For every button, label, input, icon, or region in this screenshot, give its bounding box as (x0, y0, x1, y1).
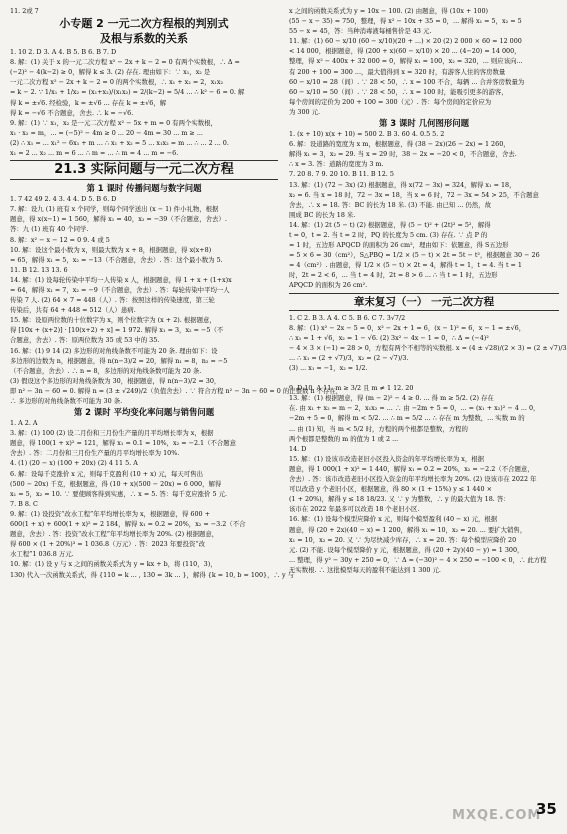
answers-block-review (289, 313, 567, 575)
top-line: 11. 2或 7 (10, 7, 39, 15)
page-number: 35 (536, 800, 557, 818)
answer-line: (−2)² − 4(k−2) ≥ 0，解得 k ≤ 3. (2) 存在. 理由如下：∵ x₁，x₂ 是 (10, 68, 211, 77)
answer-line: 合题意，舍去）. 答：原两位数为 35 或 53 中的 35. (10, 336, 160, 345)
answer-line: = 64，解得 x₁ = 7，x₂ = −9（不合题意，舍去）. 答：每轮传染中平均一人 (10, 285, 230, 294)
answer-line: (1 + 20%)，解得 y ≤ 18 18/23. 又 ∵ y 为整数，∴ y 的最大值为 18. 答： (289, 495, 510, 504)
answer-line: 7. B 8. C (10, 499, 38, 508)
answer-line: 15. 解：设原两位数的十位数字为 x，则个位数字为 (x + 2). 根据题意， (10, 316, 216, 325)
answer-line: 无实数根. ∴ 这批模型每天的盈利不能达到 1 300 元. (289, 565, 441, 574)
answer-line: 6. 解：设道路的宽度为 x m，根据题意，得 (38 − 2x)(26 − 2x) = 1 260， (289, 140, 510, 149)
answer-line: 10. 解：设这个最小数为 x，则最大数为 x + 8，根据题意，得 x(x+8) (10, 245, 212, 254)
answer-line: x 之间的函数关系式为 y = 10x − 100. (2) 由题意，得 (10x + 100) (289, 7, 489, 15)
lesson-1-title: 第 1 课时 传播问题与数字问题 (86, 183, 202, 194)
answer-line: 传染后，共有 64 + 448 = 512（人）患病. (10, 306, 136, 315)
answer-line: = 1 时，五边形 APQCD 的面积为 26 cm²，理由如下：依题意，得 S五边形 (289, 241, 509, 250)
answer-line: 题意，得 x(x−1) = 1 560，解得 x₁ = 40，x₂ = −39（不合题意，舍去）. (10, 215, 227, 224)
lesson-2-title: 第 2 课时 平均变化率问题与销售问题 (73, 407, 215, 418)
answer-line: 1. (x + 10) x(x + 10) = 500 2. B 3. 60 4. 0.5 5. 2 (289, 130, 445, 139)
answer-line: 解得 x₁ = 3，x₂ = 29. 当 x = 29 时，38 − 2x = −20 < 0，不合题意，舍去. (289, 150, 517, 159)
answer-line: 传染 7 人. (2) 64 × 7 = 448（人）. 答：按照这样的传染速度，第三轮 (10, 296, 215, 305)
answer-line: 舍去）. 答：二月份和三月份生产量的月平均增长率为 10%. (10, 449, 180, 458)
answer-line: ∴ x = 3. 答：道路的宽度为 3 m. (289, 160, 384, 169)
answer-line: 11. 解：(1) 60 − x/10 (60 − x/10)(20 + ...) × 20 (2) 2 000 × 60 = 12 000 (289, 37, 522, 46)
answer-line: 两个根都是整数的 m 的值为 1 或 2 ... (289, 434, 399, 443)
answer-line: 130) 代入一次函数关系式，得 {110 = k ... , 130 = 3k ... }，解得 {k = 10, b = 100}，∴ y 与 (10, 570, 294, 579)
answer-line: 得 k = ±√6. 经检验，k = ±√6 ... 存在 k = ±√6，解 (10, 98, 167, 107)
topic-title-line-1: 小专题 2 一元二次方程根的判别式 (59, 17, 229, 31)
answer-line: 题意，得 (20 + 2x)(40 − x) = 1 200，解得 x₁ = 10，x₂ = 20. ... 要扩大销售， (289, 525, 527, 534)
answer-line: (55 − x − 35) = 750，整理，得 x² − 10x + 35 = 0，... 解得 x₁ = 5，x₂ = 5 (289, 17, 522, 26)
answer-line: = 65，解得 x₁ = 5，x₂ = −13（不合题意，舍去）. 答：这个最小数为 5. (10, 255, 223, 264)
answer-line: 答：九 (1) 班有 40 个同学. (10, 225, 89, 234)
answer-line: 1. A 2. A (10, 419, 38, 428)
answer-line: 在. 由 x₁ + x₂ = m − 2，x₁x₂ = ... ∴ 由 −2m + 5 = 0，... = (x₁ + x₂)² − 4 ... 0， (289, 404, 540, 413)
answer-line: x₁ · x₂ = m，... = (−5)² − 4m ≥ 0 ... 20 − 4m = 30 ... m ≥ ... (10, 128, 203, 137)
lesson-3-title: 第 3 课时 几何图形问题 (379, 118, 469, 129)
answer-line: 15. 解：(1) 设该市改造老旧小区投入资金的年平均增长率为 x，根据 (289, 454, 485, 463)
answer-line: x₁ = 10，x₂ = 20. 又 ∵ 为尽快减少库存，∴ x = 20. 答：每个模型应降价 20 (289, 535, 517, 544)
answer-line: −2m + 5 = 0，解得 m < 5/2. ... ∴ m = 5/2 ... ∴ 存在 m 为整数，... 实数 m 的 (289, 414, 525, 423)
answers-block-lesson-2-cont (289, 6, 559, 117)
answer-line: 整理，得 x² − 400x + 32 000 = 0，解得 x₁ = 100，x₂ = 320，... 则应该向... (289, 57, 523, 66)
answer-line: = 4（cm²）. 由题意，得 1/2 × (5 − t) × 2t = 4，解得 t = 1，t = 4. 当 t = 1 (289, 261, 522, 270)
answer-line: (2) ∴ x₁ = ... x₁² − 6x₁ + m ... ∴ x₁ + x₂ = 5 ... x₁x₂ = m ... ∴ ... 2 ... 0. (10, 138, 229, 147)
review-title: 章末复习（一） 一元二次方程 (289, 293, 559, 311)
answer-line: ... 整理，得 y² − 30y + 250 = 0，∵ Δ = (−30)² − 4 × 250 = −100 < 0，∴ 此方程 (289, 555, 547, 564)
answer-line: 该市在 2022 年最多可以改造 18 个老旧小区. (289, 505, 420, 514)
answers-block-lesson-2 (10, 418, 294, 580)
answer-line: 1. C 2. B 3. A 4. C 5. B 6. C 7. 3√7/2 (289, 313, 406, 322)
answer-line: 舍去）. 答：该市改造老旧小区投入资金的年平均增长率为 20%. (2) 设该市在 2022 年 (289, 475, 537, 484)
answer-line: ∴ 多边形的对角线条数不可能为 30 条. (10, 397, 123, 405)
answer-line: − 4 × 3 × (−1) = 28 > 0，方程有两个不相等的实数根. x = (4 ± √28)/(2 × 3) = (2 ± √7)/3 (289, 343, 567, 352)
answer-line: 7. 20 8. 7 9. 20 10. B 11. B 12. 5 (289, 170, 394, 179)
answer-line: 8. 解：(1) x² − 2x − 5 = 0，x² − 2x + 1 = 6，(x − 1)² = 6，x − 1 = ±√6， (289, 323, 526, 332)
answer-line: ... 由 (1) 知，当 m < 5/2 时，方程的两个根都是整数，方程的 (289, 424, 468, 433)
answer-line: 10. 解：(1) 设 y 与 x 之间的函数关系式为 y = kx + b，将 (110，3)， (10, 560, 217, 569)
answer-line: 1. 10 2. D 3. A 4. B 5. B 6. B 7. D (10, 48, 117, 57)
answer-line: t = 0，t = 2. 当 t = 2 时，PQ 的长度为 5 cm. (3) 存在. ∵ 点 P 的 (289, 230, 488, 239)
answer-line: 9. D 10. A 11. m ≥ 3/2 且 m ≠ 1 12. 20 (289, 384, 414, 393)
answer-line: （不合题意，舍去）. ∴ n = 8，多边形的对角线条数可能为 20 条. (10, 366, 202, 375)
answer-line: 得 [10x + (x+2)] · [10(x+2) + x] = 1 972. 解得 x₁ = 3，x₂ = −5（不 (10, 326, 224, 335)
answer-line: 14. D (289, 444, 307, 453)
answer-line: 7. 解：设九 (1) 班有 x 个同学，则每个同学送出 (x − 1) 件小礼物，根据 (10, 205, 219, 214)
answer-line: 围成 BC 的长为 18 米. (289, 210, 356, 219)
answer-line: 即 n² − 3n − 60 = 0. 解得 n = (3 ± √249)/2（负值舍去）. ∵ 符合方程 n² − 3n − 60 = 0 的正整数 n 不存在， (10, 386, 343, 395)
watermark: MXQE.COM (452, 808, 542, 823)
answer-line: (3) 假设这个多边形的对角线条数为 30，根据题意，得 n(n−3)/2 = 30， (10, 376, 221, 385)
answer-line: 时，2t = 2 < 6，... 当 t = 4 时，2t = 8 > 6 ... ∴ 当 t = 1 时，五边形 (289, 271, 498, 280)
topic-title-line-2: 及根与系数的关系 (100, 32, 188, 46)
section-title: 21.3 实际问题与一元二次方程 (10, 160, 278, 180)
answer-line: x₁ = 5，x₂ = 10. ∵ 要使顾客得到实惠，∴ x = 5. 答：每千克应涨价 5 元. (10, 489, 228, 498)
answer-line: 3. 解：(1) 100 (2) 设二月份和三月份生产量的月平均增长率为 x，根据 (10, 429, 214, 438)
answer-line: 每个房间的定价为 200 + 100 = 300（元）. 答：每个房间的定价应为 (289, 97, 492, 106)
answer-line: 13. 解：(1) (72 − 3x) (2) 根据题意，得 x(72 − 3x) = 324，解得 x₁ = 18， (289, 180, 516, 189)
answer-line: 多边形的边数为 n，根据题意，得 n(n−3)/2 = 20，解得 n₁ = 8，n₂ = −5 (10, 356, 228, 365)
answer-line: 4. (1) (20 − x) (100 + 20x) (2) 4 11 5. A (10, 459, 138, 468)
answers-block-topic (10, 47, 278, 158)
answer-line: 题意，舍去）. 答：投资“改水工程”年平均增长率为 20%. (2) 根据题意， (10, 530, 219, 539)
answer-line: 有 200 + 100 = 300 ...，最大值得到 x = 320 时，有游客人住的客房数量 (289, 67, 506, 76)
answer-line: 9. 解：(1) 设投资“改水工程”年平均增长率为 x，根据题意，得 600 + (10, 509, 210, 518)
answer-line: = 5 × 6 = 30（cm²），S△PBQ = 1/2 × (5 − t) × 2t = 5t − t²，根据题意 30 − 26 (289, 251, 540, 260)
answer-line: x₁ = 2 ... x₂ ... m = 6 ... ∴ m = ... ∴ m = 4 ... m = −6. (10, 149, 179, 158)
answer-line: x₂ = 6. 当 x = 18 时，72 − 3x = 18，当 x = 6 时，72 − 3x = 54 > 25，不合题意 (289, 190, 539, 199)
answer-line: 16. 解：(1) 9 14 (2) 多边形的对角线条数不可能为 20 条. 理由如下：设 (10, 346, 218, 355)
answer-line: 9. 解：(1) ∵ x₁，x₂ 是一元二次方程 x² − 5x + m = 0 有两个实数根， (10, 118, 217, 127)
answer-line: 可以改造 y 个老旧小区，根据题意，得 80 × (1 + 15%) y ≤ 1 440 × (289, 485, 492, 494)
answer-line: 得 600 × (1 + 20%)³ = 1 036.8（万元）. 答：2023 年要投资“改 (10, 540, 206, 549)
answer-line: 14. 解：(1) 2t (5 − t) (2) 根据题意，得 (5 − t)² + (2t)² = 5²，解得 (289, 220, 491, 229)
answer-line: ∴ x₁ = 1 + √6，x₂ = 1 − √6. (2) 3x² − 4x − 1 = 0，∴ Δ = (−4)² (289, 333, 489, 342)
answers-block-lesson-3 (289, 129, 559, 291)
answer-line: 为 300 元. (289, 107, 321, 116)
answer-line: 60 − x/10 = 28（间）. ∵ 28 < 50，∴ x = 100 不合，每辆 ... 合并客房数量为 (289, 77, 525, 86)
answer-line: (500 − 20x) 千克，根据题意，得 (10 + x)(500 − 20x) = 6 000，解得 (10, 479, 222, 488)
answer-line: < 14 000，根据题意，得 (200 + x)(60 − x/10) × 20 ... (4−20) = 14 000， (289, 47, 521, 56)
right-column (289, 6, 567, 575)
answer-line (289, 373, 559, 383)
answer-line: 元. (2) 不能. 设每个模型降价 y 元，根据题意，得 (20 + 2y)(40 − y) = 1 300， (289, 545, 524, 554)
answer-line: 13. 解：(1) 根据题意，得 (m − 2)² − 4 ≥ 0. ... 得 m ≥ 5/2. (2) 存在 (289, 394, 494, 403)
answer-line: 得 k = −√6 不合题意，舍去. ∴ k = −√6. (10, 108, 134, 117)
answer-line: (3) ... x₁ = −1，x₂ = 1/2. (289, 364, 368, 372)
answer-line: 600(1 + x) + 600(1 + x)² = 2 184，解得 x₁ = 0.2 = 20%，x₂ = −3.2（不合 (10, 520, 246, 529)
answer-line: 水工程”1 036.8 万元. (10, 550, 74, 559)
answer-line: 6. 解：设每千克涨价 x 元，则每千克盈利 (10 + x) 元，每天可售出 (10, 469, 203, 478)
answer-line: 55 − x = 45，答：当种消毒液每桶售价是 43 元. (289, 27, 432, 36)
answer-line: 11. B 12. 13 13. 6 (10, 265, 68, 274)
answer-line: = k − 2. ∵ 1/x₁ + 1/x₂ = (x₁+x₂)/(x₁x₂) = 2/(k−2) = 5/4 ... ∴ k² − 6 = 0. 解 (10, 88, 245, 97)
answer-line: 1. 7 42 49 2. 4 3. 4 4. D 5. B 6. D (10, 195, 117, 204)
answer-line: 舍去，∴ x = 18. 答：BC 的长为 18 米. (3) 不能. 由已知 ... 仍然，故 (289, 200, 491, 209)
answer-line: 题意，得 100(1 + x)² = 121，解得 x₁ = 0.1 = 10%，x₂ = −2.1（不合题意 (10, 439, 237, 448)
answer-line: 14. 解：(1) 设每轮传染中平均一人传染 x 人，根据题意，得 1 + x + (1+x)x (10, 275, 232, 284)
answer-line: 一元二次方程 x² − 2x + k − 2 = 0 的两个实数根，∴ x₁ + x₂ = 2，x₁x₂ (10, 78, 224, 87)
answer-line: 8. 解：(1) 关于 x 的一元二次方程 x² − 2x + k − 2 = 0 有两个实数根，∴ Δ = (10, 58, 240, 67)
answer-line: ... ∴ x₁ = (2 + √7)/3，x₂ = (2 − √7)/3. (289, 353, 409, 362)
answer-line: APQCD 的面积为 26 cm². (289, 281, 368, 290)
answer-line: 8. 解：x² − x − 12 = 0 9. 4 或 5 (10, 235, 110, 244)
answer-line: 16. 解：(1) 设每个模型应降价 x 元，则每个模型盈利 (40 − x) 元，根据 (289, 515, 498, 524)
answer-line: 题意，得 1 000(1 + x)² = 1 440，解得 x₁ = 0.2 = 20%，x₂ = −2.2（不合题意， (289, 464, 534, 473)
answer-line: 60 − x/10 = 50（间）. ∵ 28 < 50，∴ x = 100 时，能吸引更多的游客， (289, 87, 508, 96)
